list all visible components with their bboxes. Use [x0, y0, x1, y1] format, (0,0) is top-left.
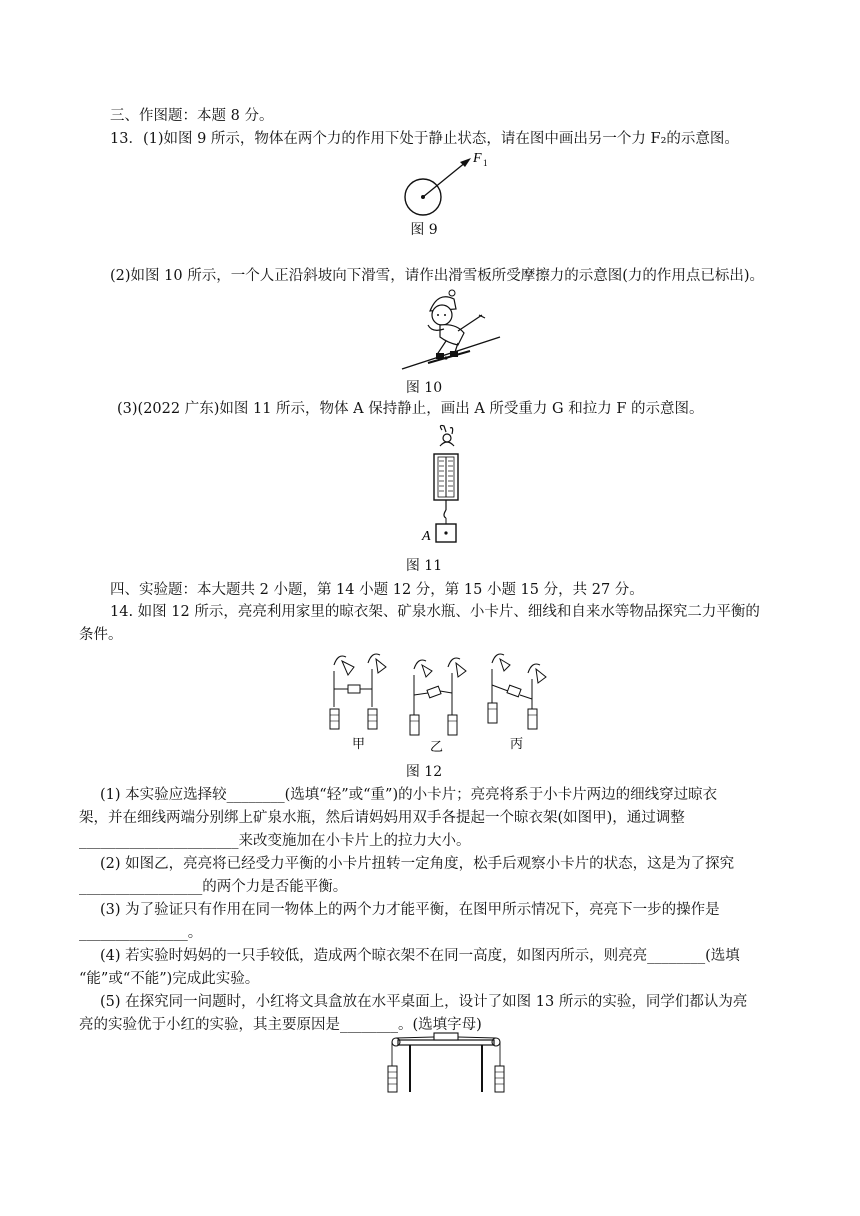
pencil-box [434, 1033, 458, 1040]
top-hook [440, 426, 446, 433]
setup-yi [410, 658, 466, 755]
top-ring [443, 434, 451, 442]
force-f1-label: F [473, 151, 482, 166]
head [432, 305, 452, 325]
q14-s3-line1: (3) 为了验证只有作用在同一物体上的两个力才能平衡，在图甲所示情况下，亮亮下一步的操作是 [100, 902, 720, 918]
figure-10-caption: 图 10 [405, 380, 443, 396]
label-bing: 丙 [510, 737, 524, 752]
figure-11 [420, 424, 480, 546]
friction-point [444, 356, 447, 359]
figure-12 [320, 647, 560, 755]
q14-s4-line2: “能”或“不能”)完成此实验。 [79, 971, 260, 987]
q14-s1-line3: ______________________来改变施加在小卡片上的拉力大小。 [79, 833, 471, 849]
figure-9 [400, 150, 510, 220]
card-jia [348, 685, 360, 693]
hat-pompom [449, 290, 455, 296]
figure-11-caption: 图 11 [405, 558, 443, 574]
figure-12-caption: 图 12 [405, 764, 443, 780]
q14-s1-line2: 架，并在细线两端分别绑上矿泉水瓶，然后请妈妈用双手各提起一个晾衣架(如图甲)，通过调整 [79, 810, 685, 826]
bottle-left [388, 1066, 397, 1092]
q14-s1-line1: (1) 本实验应选择较________(选填“轻”或“重”)的小卡片；亮亮将系于小卡片两边的细线穿过晾衣 [100, 787, 718, 803]
figure-9-caption: 图 9 [410, 222, 438, 238]
bottle-right [495, 1066, 504, 1092]
card-bing [507, 685, 521, 697]
setup-jia [330, 654, 386, 752]
figure-13 [382, 1030, 512, 1100]
q14-s2-line2: _________________的两个力是否能平衡。 [79, 879, 348, 895]
section-4-header: 四、实验题：本大题共 2 小题，第 14 小题 12 分，第 15 小题 15 分，共 27 分。 [110, 582, 644, 598]
q14-intro-line1: 14. 如图 12 所示，亮亮利用家里的晾衣架、矿泉水瓶、小卡片、细线和自来水等物品探究二力平衡的 [110, 604, 760, 620]
q14-intro-line2: 条件。 [79, 627, 123, 643]
q14-s4-line1: (4) 若实验时妈妈的一只手较低，造成两个晾衣架不在同一高度，如图丙所示，则亮亮________(选填 [100, 948, 740, 964]
block-a-label: A [422, 529, 431, 544]
body [440, 325, 464, 345]
force-f1-subscript: 1 [483, 158, 488, 168]
card-yi [427, 686, 441, 698]
table-top [398, 1040, 494, 1045]
label-yi: 乙 [430, 740, 444, 755]
q14-s2-line1: (2) 如图乙，亮亮将已经受力平衡的小卡片扭转一定角度，松手后观察小卡片的状态，这是为了探究 [100, 856, 735, 872]
q13-part3-text: (3)(2022 广东)如图 11 所示，物体 A 保持静止，画出 A 所受重力 G 和拉力 F 的示意图。 [117, 401, 704, 417]
setup-bing [488, 654, 546, 752]
q14-s5-line2: 亮的实验优于小红的实验，其主要原因是________。(选填字母) [79, 1017, 482, 1033]
q13-part2-text: (2)如图 10 所示，一个人正沿斜坡向下滑雪，请作出滑雪板所受摩擦力的示意图(力的作用点已标出)。 [110, 268, 765, 284]
block-a-center [444, 531, 447, 534]
figure-10 [400, 285, 510, 375]
snowboard [428, 351, 470, 363]
label-jia: 甲 [352, 737, 366, 752]
section-3-header: 三、作图题：本题 8 分。 [110, 108, 274, 124]
q14-s3-line2: _______________。 [79, 925, 203, 941]
q13-part1-text: 13．(1)如图 9 所示，物体在两个力的作用下处于静止状态，请在图中画出另一个力 F₂的示意图。 [110, 131, 739, 147]
q14-s5-line1: (5) 在探究同一问题时，小红将文具盒放在水平桌面上，设计了如图 13 所示的实验，同学们都认为亮 [100, 994, 748, 1010]
ski-pole [458, 315, 482, 331]
